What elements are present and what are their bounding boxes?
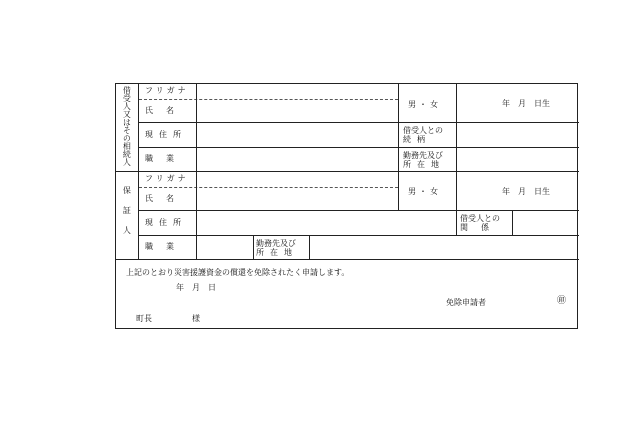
row-divider bbox=[139, 235, 579, 236]
borrower-furigana-label: フリガナ bbox=[145, 86, 189, 95]
col-divider bbox=[398, 171, 399, 210]
col-divider bbox=[138, 84, 139, 259]
guarantor-relation-label: 関係 bbox=[460, 223, 502, 232]
col-divider bbox=[196, 84, 197, 259]
borrower-occupation-label: 職業 bbox=[145, 154, 187, 163]
guarantor-workplace-label: 勤務先及び bbox=[256, 239, 296, 248]
addressee-line: 町長 様 bbox=[136, 314, 200, 323]
borrower-workplace-label: 所在地 bbox=[403, 160, 445, 169]
guarantor-birthdate: 年 月 日生 bbox=[502, 187, 550, 196]
col-divider bbox=[456, 84, 457, 122]
col-divider bbox=[456, 210, 457, 235]
guarantor-name-label: 氏名 bbox=[145, 194, 187, 203]
section-divider bbox=[116, 259, 579, 260]
seal-mark: ㊞ bbox=[557, 296, 567, 306]
guarantor-occupation-label: 職業 bbox=[145, 242, 187, 251]
col-divider bbox=[309, 235, 310, 259]
borrower-birthdate: 年 月 日生 bbox=[502, 99, 550, 108]
guarantor-furigana-label: フリガナ bbox=[145, 174, 189, 183]
borrower-gender: 男・女 bbox=[408, 100, 441, 109]
col-divider bbox=[456, 171, 457, 210]
exemption-application-form bbox=[115, 83, 578, 329]
guarantor-address-label: 現住所 bbox=[145, 218, 187, 227]
col-divider bbox=[398, 84, 399, 122]
furigana-separator bbox=[139, 99, 398, 100]
guarantor-relation-label: 借受人との bbox=[460, 214, 500, 223]
row-divider bbox=[139, 147, 579, 148]
borrower-relation-label: 借受人との bbox=[403, 126, 443, 135]
guarantor-gender: 男・女 bbox=[408, 187, 441, 196]
row-divider bbox=[139, 210, 579, 211]
borrower-name-label: 氏名 bbox=[145, 106, 187, 115]
col-divider bbox=[253, 235, 254, 259]
row-divider bbox=[139, 122, 579, 123]
application-date: 年 月 日 bbox=[176, 283, 216, 292]
borrower-address-label: 現住所 bbox=[145, 130, 187, 139]
application-statement: 上記のとおり災害援護資金の償還を免除されたく申請します。 bbox=[126, 268, 350, 277]
furigana-separator bbox=[139, 187, 398, 188]
col-divider bbox=[512, 210, 513, 235]
borrower-side-label: 借受人又はその相続人 bbox=[122, 86, 132, 166]
applicant-label: 免除申請者 bbox=[446, 298, 486, 307]
borrower-relation-label: 続柄 bbox=[403, 135, 431, 144]
borrower-workplace-label: 勤務先及び bbox=[403, 151, 443, 160]
guarantor-side-label: 保証人 bbox=[122, 186, 132, 246]
col-divider bbox=[456, 122, 457, 171]
section-divider bbox=[116, 171, 579, 172]
col-divider bbox=[398, 122, 399, 171]
guarantor-workplace-label: 所在地 bbox=[256, 248, 298, 257]
